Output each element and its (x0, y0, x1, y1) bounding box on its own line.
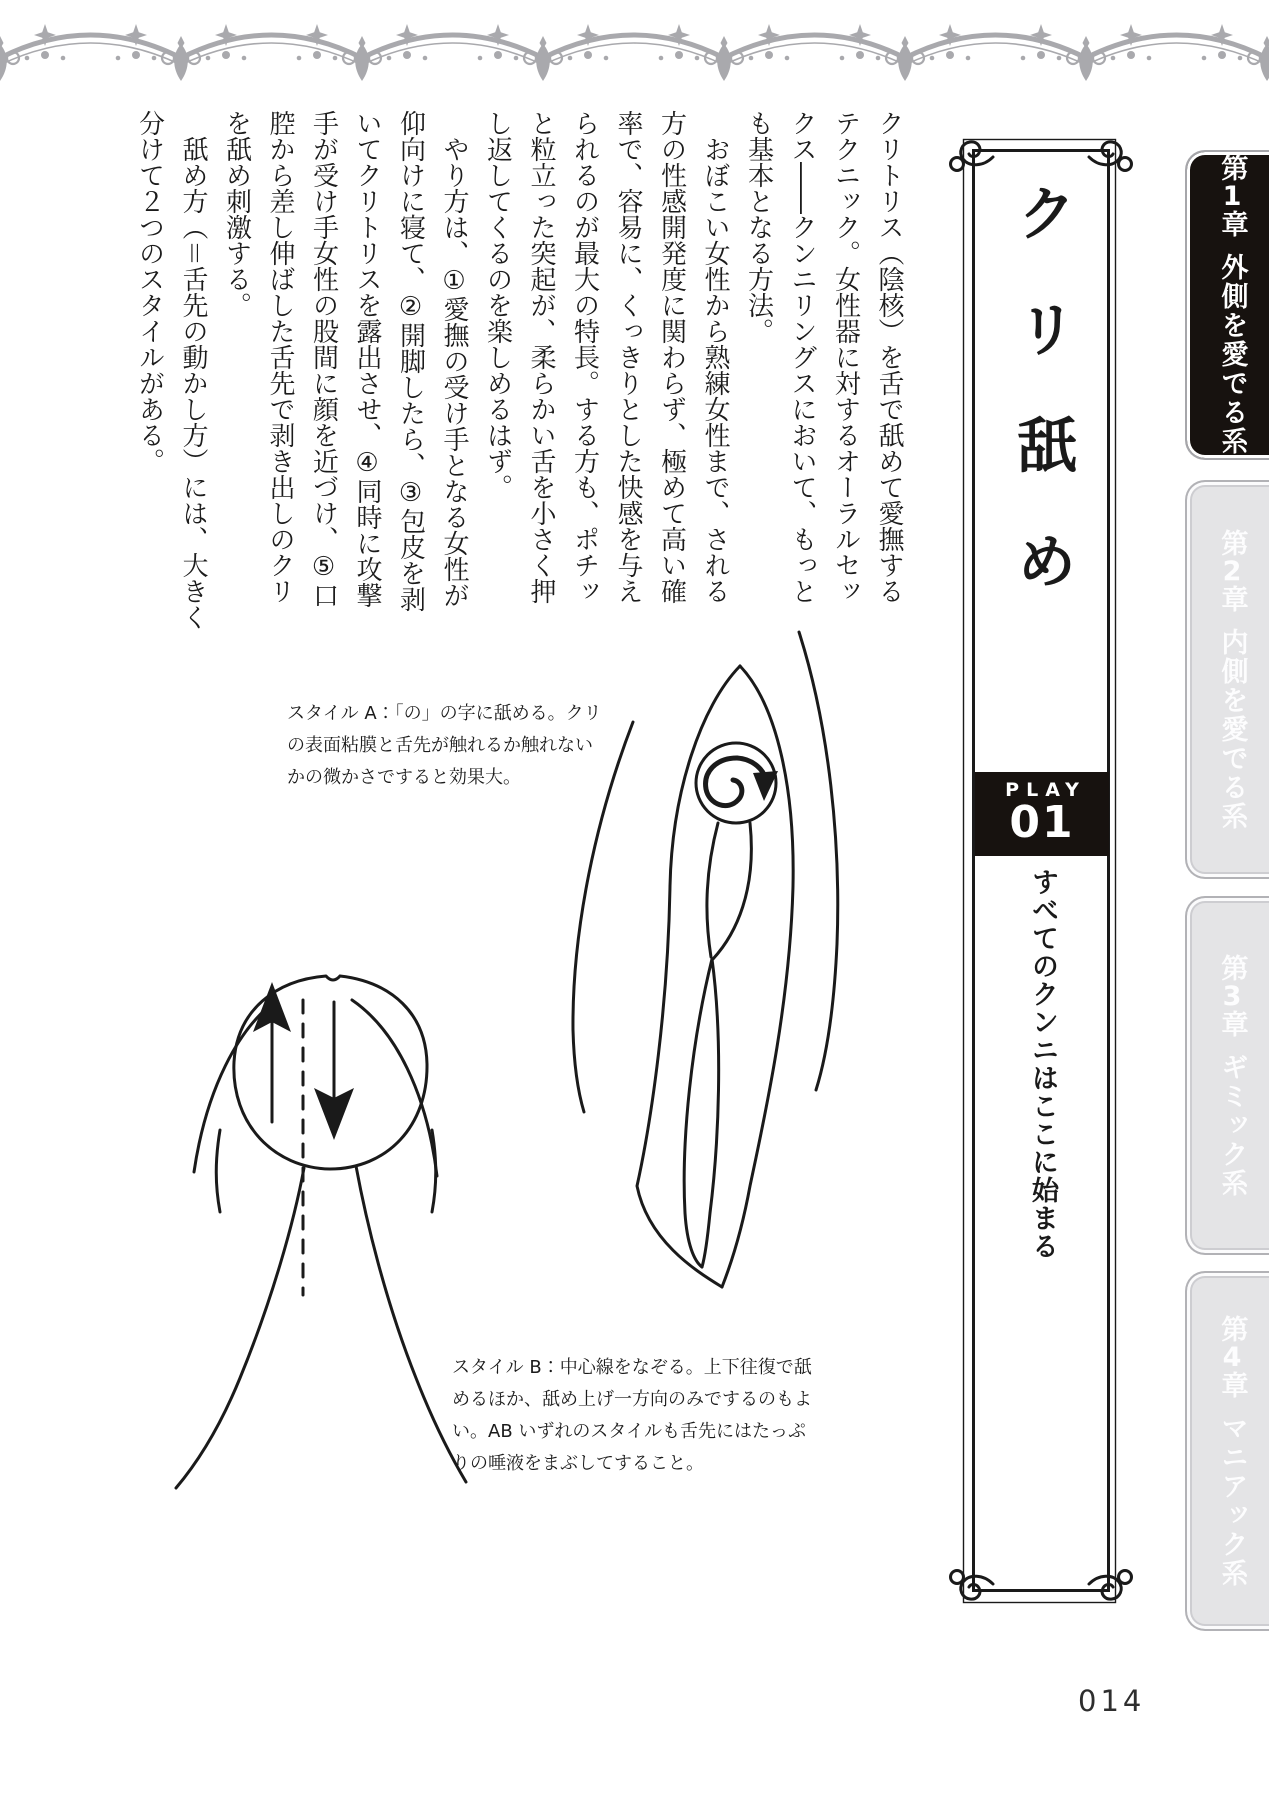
text-column: おぼこい女性から熟練女性まで、される (700, 110, 730, 604)
play-number-badge (975, 772, 1109, 856)
text-column: いてクリトリスを露出させ、④同時に攻撃 (352, 110, 382, 608)
chapter-tab-text: 第3章ギミック系 (1216, 953, 1248, 1198)
chapter-tab-text: 第4章マニアック系 (1216, 1314, 1248, 1588)
text-column: やり方は、①愛撫の受け手となる女性が (439, 110, 469, 608)
text-column: 手が受け手女性の股間に顔を近づけ、⑤口 (308, 110, 339, 608)
annotation-line: かの微かさですると効果大。 (287, 767, 521, 788)
annotation-line: スタイル B：中心線をなぞる。上下往復で舐 (452, 1357, 812, 1378)
annotation-line: めるほか、舐め上げ一方向のみでするのもよ (452, 1389, 812, 1410)
spiral-lick-arrow (706, 758, 778, 806)
annotation-line: い。AB いずれのスタイルも舌先にはたっぷ (452, 1421, 807, 1442)
play-label: PLAY (1005, 779, 1086, 801)
text-column: テクニック。女性器に対するオーラルセッ (830, 110, 861, 604)
chapter-tab-1 (1185, 150, 1269, 460)
text-column: 仰向けに寝て、②開脚したら、③包皮を剥 (395, 110, 426, 612)
text-column: られるのが最大の特長。する方も、ポチッ (569, 110, 600, 604)
style-b-centerline-diagram (176, 976, 466, 1488)
decorative-top-border (0, 24, 1269, 81)
section-subtitle: すべてのクンニはここに始まる (1027, 868, 1058, 1260)
play-number: 01 (1009, 797, 1075, 848)
text-column: も基本となる方法。 (743, 110, 774, 344)
text-column: と粒立った突起が、柔らかい舌を小さく押 (526, 110, 556, 604)
text-column: を舐め刺激する。 (221, 110, 252, 318)
section-title: クリ舐め (1007, 182, 1077, 646)
chapter-tab-2 (1185, 480, 1269, 879)
style-a-annotation (287, 698, 602, 794)
style-b-annotation (452, 1352, 812, 1480)
chapter-tab-3 (1185, 896, 1269, 1255)
annotation-line: りの唾液をまぶしてすること。 (452, 1453, 704, 1474)
text-column: 舐め方（＝舌先の動かし方）には、大きく (178, 110, 208, 630)
text-column: 方の性感開発度に関わらず、極めて高い確 (656, 110, 687, 604)
annotation-line: スタイル A：「の」の字に舐める。クリ (287, 703, 602, 724)
annotation-line: の表面粘膜と舌先が触れるか触れない (287, 735, 593, 756)
text-column: 腔から差し伸ばした舌先で剥き出しのクリ (265, 110, 295, 604)
text-column: し返してくるのを楽しめるはず。 (482, 110, 513, 500)
down-arrow (314, 1002, 354, 1140)
chapter-tab-text: 第1章外側を愛でる系 (1216, 154, 1248, 456)
text-column: クス――クンニリングスにおいて、もっと (787, 110, 817, 604)
text-column: 分けて２つのスタイルがある。 (134, 110, 165, 474)
style-a-vulva-spiral-diagram (573, 632, 838, 1287)
main-body-text (127, 110, 910, 645)
chapter-tab-text: 第2章内側を愛でる系 (1216, 528, 1248, 831)
text-column: クリトリス（陰核）を舌で舐めて愛撫する (874, 110, 904, 604)
text-column: 率で、容易に、くっきりとした快感を与え (613, 110, 643, 604)
page-number: 014 (1078, 1684, 1146, 1718)
chapter-tab-4 (1185, 1271, 1269, 1631)
